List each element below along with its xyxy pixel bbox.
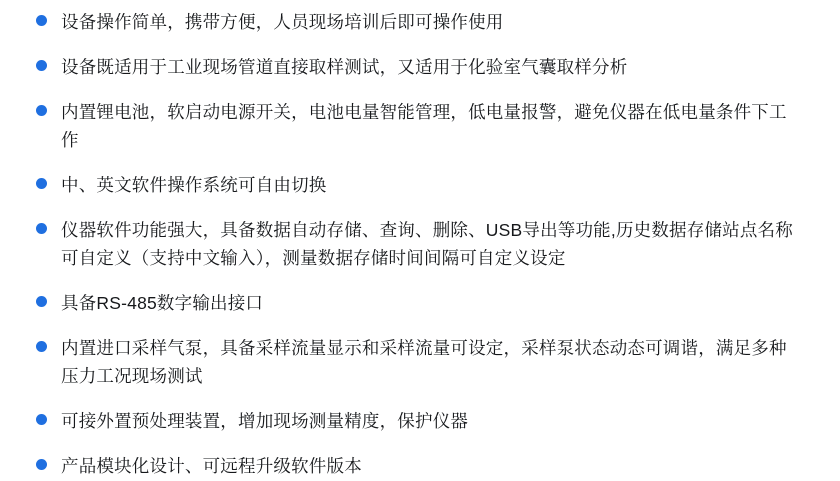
list-item-text: 设备既适用于工业现场管道直接取样测试，又适用于化验室气囊取样分析 [61, 57, 628, 77]
bullet-icon [36, 459, 47, 470]
list-item-text: 具备RS-485数字输出接口 [61, 293, 264, 313]
bullet-icon [36, 414, 47, 425]
list-item [36, 289, 810, 317]
list-item [36, 216, 810, 272]
bullet-icon [36, 15, 47, 26]
list-item [36, 53, 810, 81]
list-item-text: 中、英文软件操作系统可自由切换 [61, 175, 327, 195]
list-item [36, 407, 810, 435]
bullet-icon [36, 341, 47, 352]
list-item-text: 设备操作简单，携带方便，人员现场培训后即可操作使用 [61, 12, 504, 32]
bullet-icon [36, 60, 47, 71]
bullet-icon [36, 296, 47, 307]
list-item-text: 产品模块化设计、可远程升级软件版本 [61, 456, 362, 476]
list-item [36, 334, 810, 390]
list-item-text: 仪器软件功能强大，具备数据自动存储、查询、删除、USB导出等功能,历史数据存储站点名称可自定义（支持中文输入），测量数据存储时间间隔可自定义设定 [61, 220, 793, 268]
bullet-icon [36, 105, 47, 116]
list-item-text: 内置锂电池，软启动电源开关，电池电量智能管理，低电量报警，避免仪器在低电量条件下工作 [61, 102, 787, 150]
list-item-text: 可接外置预处理装置，增加现场测量精度，保护仪器 [61, 411, 469, 431]
bullet-icon [36, 223, 47, 234]
list-item [36, 452, 810, 480]
list-item-text: 内置进口采样气泵，具备采样流量显示和采样流量可设定，采样泵状态动态可调谐，满足多种压力工况现场测试 [61, 338, 787, 386]
list-item [36, 98, 810, 154]
list-item [36, 8, 810, 36]
list-item [36, 171, 810, 199]
bullet-icon [36, 178, 47, 189]
